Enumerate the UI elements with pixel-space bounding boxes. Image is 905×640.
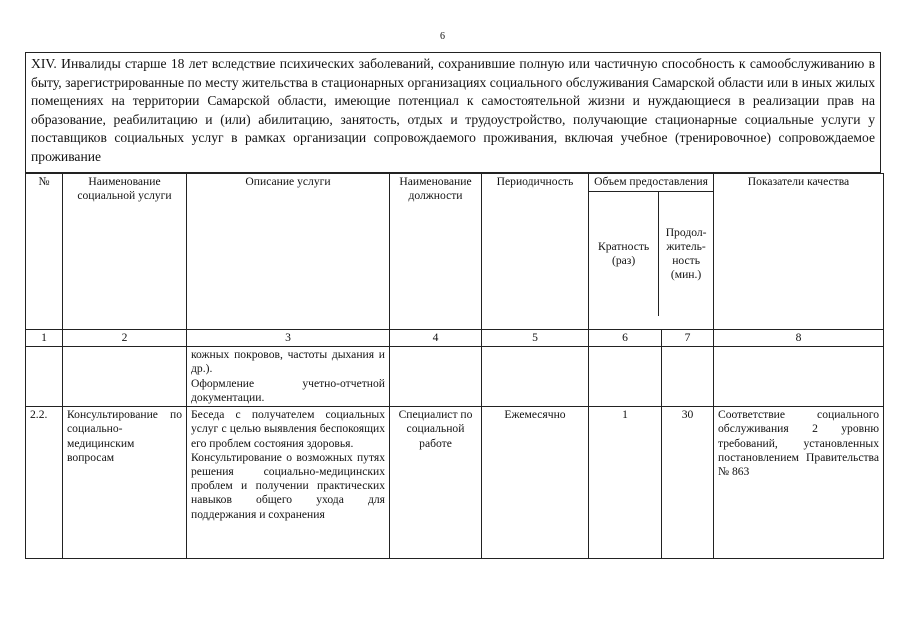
service-name: Консультирование по социально-медицинским вопросам bbox=[63, 407, 187, 559]
header-volume-group bbox=[589, 174, 714, 330]
header-duration: Продол- житель- ность (мин.) bbox=[665, 225, 707, 282]
service-row-2-2 bbox=[26, 407, 884, 559]
column-number: 7 bbox=[662, 330, 714, 347]
header-position: Наименование должности bbox=[390, 174, 482, 330]
column-number: 6 bbox=[589, 330, 662, 347]
header-row bbox=[26, 174, 884, 330]
column-number: 4 bbox=[390, 330, 482, 347]
column-number: 1 bbox=[26, 330, 63, 347]
header-service-name: Наименование социальной услуги bbox=[63, 174, 187, 330]
header-num: № bbox=[26, 174, 63, 330]
service-multiplicity: 1 bbox=[589, 407, 662, 559]
service-quality: Соответствие социального обслуживания 2 уровню требований, установленных постановлением Правительства № 863 bbox=[714, 407, 884, 559]
column-number: 3 bbox=[187, 330, 390, 347]
service-position: Специалист по социальной работе bbox=[390, 407, 482, 559]
service-num: 2.2. bbox=[26, 407, 63, 559]
page-number: 6 bbox=[440, 31, 445, 42]
service-duration: 30 bbox=[662, 407, 714, 559]
service-description: Беседа с получателем социальных услуг с целью выявления беспокоящих его проблем состояния здоровья. Консультирование о возможных путях решения социально-медицинских проблем и получении практических навыков общего ухода для поддержания и сохранения bbox=[187, 407, 390, 559]
header-periodicity: Периодичность bbox=[482, 174, 589, 330]
continuation-description: кожных покровов, частоты дыхания и др.). Оформление учетно-отчетной документации. bbox=[187, 347, 390, 407]
header-volume: Объем предоставления bbox=[589, 175, 713, 192]
header-quality: Показатели качества bbox=[714, 174, 884, 330]
services-table bbox=[25, 173, 884, 559]
continuation-row bbox=[26, 347, 884, 407]
column-number: 8 bbox=[714, 330, 884, 347]
header-description: Описание услуги bbox=[187, 174, 390, 330]
column-number: 2 bbox=[63, 330, 187, 347]
section-title: XIV. Инвалиды старше 18 лет вследствие психических заболеваний, сохранившие полную или частичную способность к самообслуживанию в быту, зарегистрированные по месту жительства в стационарных организациях социального обслуживания Самарской области или в иных жилых помещениях на территории Самарской области, имеющие потенциал к самостоятельной жизни и нуждающиеся в реализации прав на образование, реабилитацию и (или) абилитацию, занятость, отдых и трудоустройство, получающие стационарные социальные услуги у поставщиков социальных услуг в рамках организации сопровождаемого проживания, включая учебное (тренировочное) сопровождаемое проживание bbox=[25, 52, 881, 173]
column-number: 5 bbox=[482, 330, 589, 347]
column-number-row bbox=[26, 330, 884, 347]
service-periodicity: Ежемесячно bbox=[482, 407, 589, 559]
header-multiplicity: Кратность (раз) bbox=[589, 192, 659, 316]
